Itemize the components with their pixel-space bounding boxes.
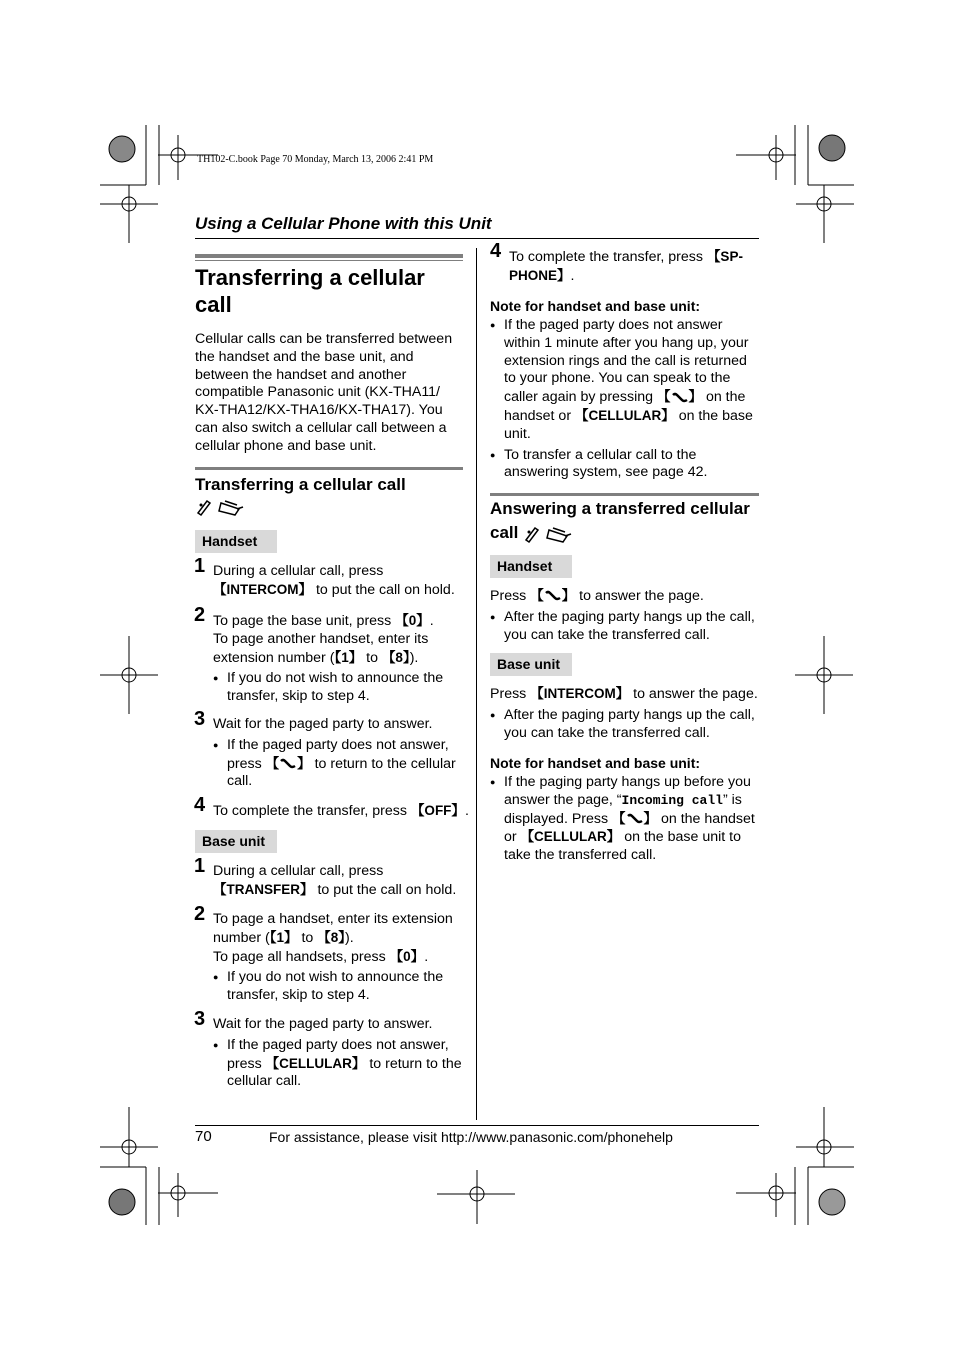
step-number: 3 [194, 1008, 206, 1030]
base-unit-icon [219, 501, 243, 515]
registration-mark-mid-right [795, 636, 855, 716]
step-number: 4 [490, 240, 502, 262]
answer-base-text: Press 【INTERCOM】 to answer the page. ● After the paging party hangs up the call, you can take the transferred call. [490, 685, 758, 742]
note-list-2 [490, 774, 758, 865]
handset-step-2: 2 To page the base unit, press 【0】. To page another handset, enter its extension number (【1】 to 【8】). ● If you do not wish to announce the transfer, skip to step 4. [213, 612, 465, 706]
talk-icon [279, 758, 297, 770]
registration-mark-bottom-center [437, 1170, 517, 1226]
note-item: ● To transfer a cellular call to the answering system, see page 42. [490, 447, 758, 483]
handset-label: Handset [195, 530, 277, 553]
base-step-2: 2 To page a handset, enter its extension number (【1】 to 【8】). To page all handsets, press 【0】. ● If you do not wish to announce the transfer, skip to step 4. [213, 911, 465, 1005]
handset-step-4: 4 To complete the transfer, press 【OFF】. [194, 794, 469, 819]
note-item: ● If the paging party hangs up before you answer the page, “Incoming call” is displayed. Press 【 】 on the handset or 【CELLULAR】 on the base unit to take the transferred call. [490, 774, 758, 865]
registration-mark-top-right [736, 125, 856, 245]
answer-handset-text: Press 【 】 to answer the page. ● After the paging party hangs up the call, you can take the transferred call. [490, 587, 758, 644]
answer-section-rule [490, 493, 759, 496]
step-number: 3 [194, 708, 206, 730]
base-step-3: 3 Wait for the paged party to answer. ● If the paged party does not answer, press 【CELLULAR】 to return to the cellular call. [213, 1016, 465, 1091]
handset-step-1: 1 During a cellular call, press 【INTERCOM】 to put the call on hold. [194, 555, 455, 598]
step-number: 2 [194, 903, 206, 925]
answer-base-label: Base unit [490, 653, 572, 676]
step-number: 1 [194, 555, 206, 577]
answer-title-line1: Answering a transferred cellular [490, 499, 750, 518]
page-title-line1: Transferring a cellular [195, 265, 425, 290]
step-number: 1 [194, 855, 206, 877]
note-heading: Note for handset and base unit: [490, 298, 701, 314]
note-heading-2: Note for handset and base unit: [490, 755, 701, 771]
header-rule [195, 238, 759, 239]
intro-line: KX-THA12/KX-THA16/KX-THA17). You [195, 402, 443, 419]
base-unit-label: Base unit [195, 830, 277, 853]
handset-step-3: 3 Wait for the paged party to answer. ● If the paged party does not answer, press 【 】 to return to the cellular call. [213, 716, 465, 791]
page-title [195, 264, 425, 318]
intro-line: between the handset and another [195, 366, 407, 383]
base-step-1: 1 During a cellular call, press 【TRANSFER】 to put the call on hold. [194, 855, 457, 898]
page-number: 70 [195, 1128, 212, 1145]
note-list [490, 317, 758, 482]
column-divider [476, 248, 477, 1120]
intro-line: cellular phone and base unit. [195, 437, 377, 454]
section-rule [195, 254, 463, 258]
talk-icon [626, 813, 644, 825]
subsection-title: Transferring a cellular call [195, 475, 406, 494]
answer-title-word: call [490, 523, 519, 542]
note-item: ● If the paged party does not answer within 1 minute after you hang up, your extension rings and the call is returned to your phone. You can speak to the caller again by pressing 【 】 on the handset or 【CELLULAR】 on the base unit. [490, 317, 758, 444]
handset-icon [198, 501, 210, 515]
page-title-line2: call [195, 292, 232, 317]
intro-line: can also switch a cellular call between a [195, 419, 447, 436]
intro-paragraph [195, 331, 465, 456]
intro-line: compatible Panasonic unit (KX-THA11/ [195, 384, 440, 401]
running-title: Using a Cellular Phone with this Unit [195, 214, 492, 233]
step-number: 2 [194, 604, 206, 626]
subsection-rule [195, 467, 463, 470]
step-number: 4 [194, 794, 206, 816]
talk-icon [671, 392, 689, 404]
answer-section-title [490, 497, 750, 545]
handset-base-icons [523, 524, 575, 544]
handset-base-icons [195, 497, 247, 522]
registration-mark-mid-left [100, 636, 160, 716]
section-rule-thin [195, 260, 463, 261]
intro-line: the handset and the base unit, and [195, 348, 414, 365]
base-step-4: 4 To complete the transfer, press 【SP- PHONE】. [490, 240, 743, 284]
answer-handset-label: Handset [490, 555, 572, 578]
footer-rule [195, 1125, 759, 1126]
assistance-text: For assistance, please visit http://www.panasonic.com/phonehelp [269, 1129, 673, 1145]
talk-icon [544, 590, 562, 602]
answer-title-line2 [490, 521, 750, 545]
intro-line: Cellular calls can be transferred between [195, 331, 453, 347]
print-header: TH102-C.book Page 70 Monday, March 13, 2006 2:41 PM [197, 154, 434, 165]
